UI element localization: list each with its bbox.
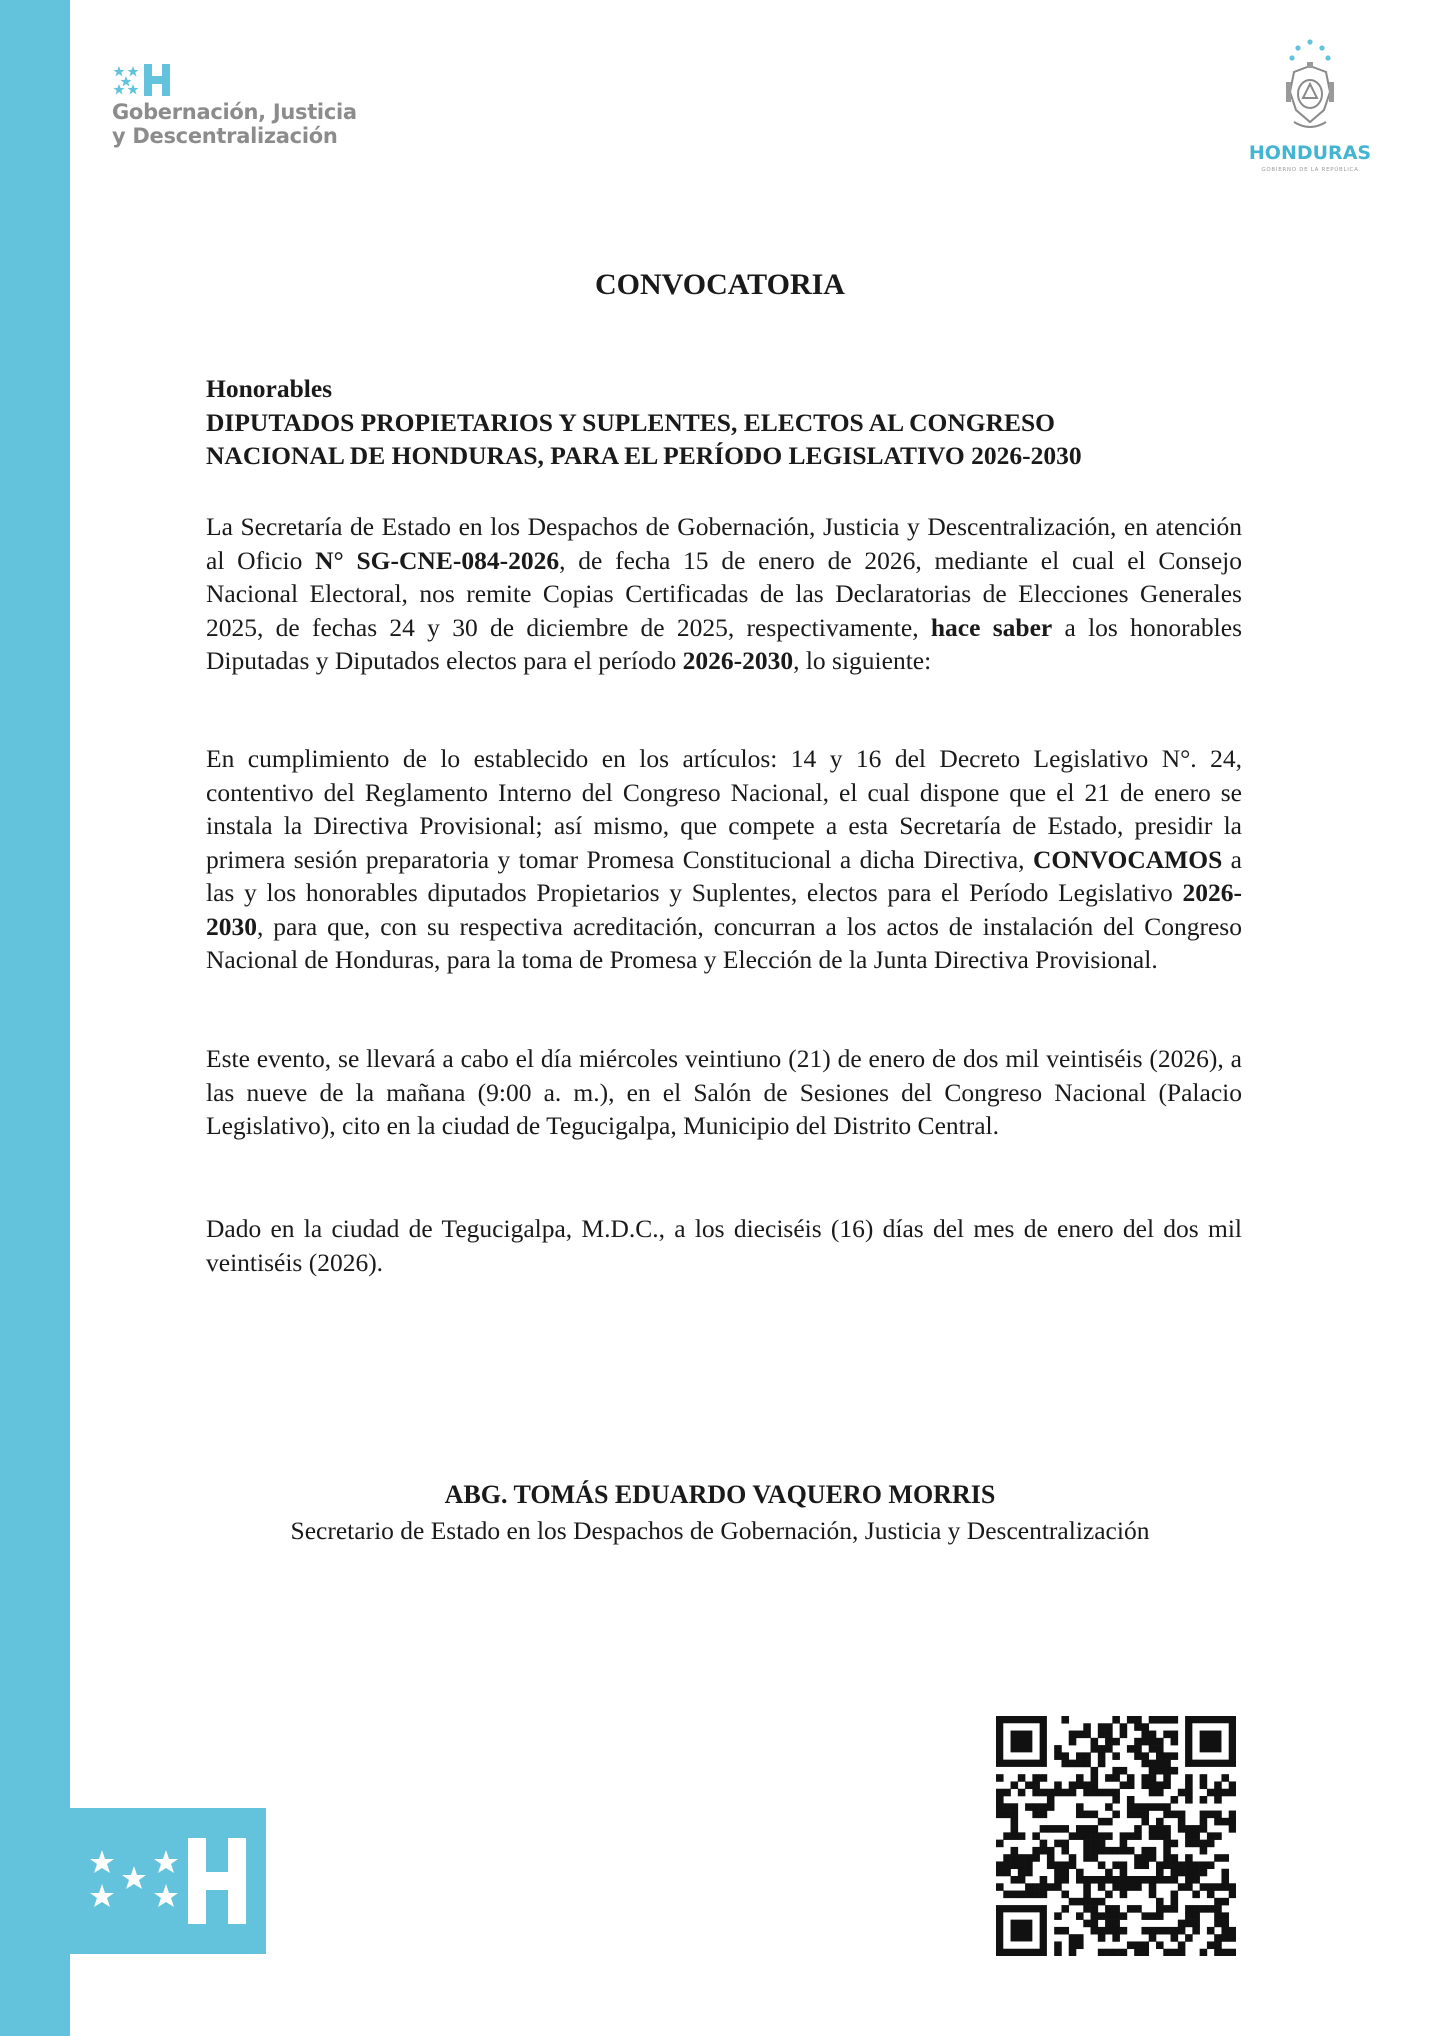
coat-of-arms-icon [1280,38,1340,134]
p2-text-1: En cumplimiento de lo establecido en los artículos: 14 y 16 del Decreto Legislativo N°. 24, contentivo del Reglamento Interno del Congreso Nacional, el cual dispone que el 21 de enero se instala la Directiva Provisional; así mismo, que compete a esta Secretaría de Estado, presidir la primera sesión preparatoria y tomar Promesa Constitucional a dicha Directiva, [206,744,1242,874]
paragraph-1 [206,510,1242,678]
honduras-brand-sub: GOBIERNO DE LA REPÚBLICA [1261,167,1359,173]
p1-bold-period: 2026-2030 [682,646,794,675]
signatory-name: ABG. TOMÁS EDUARDO VAQUERO MORRIS [444,1480,996,1509]
addressee [206,372,1242,473]
paragraph-4: Dado en la ciudad de Tegucigalpa, M.D.C., a los dieciséis (16) días del mes de enero del dos mil veintiséis (2026). [206,1214,1242,1277]
signatory-title: Secretario de Estado en los Despachos de Gobernación, Justicia y Descentralización [290,1516,1150,1545]
p2-bold-convocamos: CONVOCAMOS [1032,844,1223,874]
p2-text-2: a las y los honorables diputados Propietarios y Suplentes, electos para el Período Legislativo [206,844,1242,907]
addressee-line1: Honorables [206,374,333,403]
p1-bold-hace-saber: hace saber [930,612,1053,642]
p2-text-3: , para que, con su respectiva acreditación, concurran a los actos de instalación del Congreso Nacional de Honduras, para la toma de Promesa y Elección de la Junta Directiva Provisional. [206,911,1242,974]
p1-text-3: a los honorables Diputadas y Diputados electos para el período [206,612,1243,675]
document-title: CONVOCATORIA [595,268,845,301]
ministry-name-line1: Gobernación, Justicia [112,100,357,124]
p1-text-2: , de fecha 15 de enero de 2026, mediante el cual el Consejo Nacional Electoral, nos remite Copias Certificadas de las Declaratorias de Elecciones Generales 2025, de fechas 24 y 30 de diciembre de 2025, respectivamente, [206,545,1242,642]
paragraph-3: Este evento, se llevará a cabo el día miércoles veintiuno (21) de enero de dos mil veintiséis (2026), a las nueve de la mañana (9:00 a. m.), en el Salón de Sesiones del Congreso Nacional (Palacio Legislativo), cito en la ciudad de Tegucigalpa, Municipio del Distrito Central. [206,1044,1242,1140]
ministry-logo [108,58,408,158]
p1-text-1: La Secretaría de Estado en los Despachos de Gobernación, Justicia y Descentralización, en atención al Oficio [206,512,1242,575]
qr-code [996,1716,1236,1956]
stars-h-logo-icon [112,62,182,98]
addressee-line3: NACIONAL DE HONDURAS, PARA EL PERÍODO LEGISLATIVO 2026-2030 [206,441,1082,470]
bottom-logo [70,1808,266,1954]
paragraph-2 [206,742,1242,977]
addressee-line2: DIPUTADOS PROPIETARIOS Y SUPLENTES, ELECTOS AL CONGRESO [206,407,1056,437]
p2-bold-period: 2026-2030 [206,878,1242,941]
p1-text-4: , lo siguiente: [793,646,932,675]
honduras-logo [1240,38,1380,178]
oficio-number: N° SG-CNE-084-2026 [315,545,560,575]
stars-h-logo-icon [70,1808,266,1954]
honduras-brand: HONDURAS [1248,142,1372,164]
side-band [0,0,70,2036]
ministry-name-line2: y Descentralización [112,124,338,148]
qr-code-icon [996,1716,1236,1956]
